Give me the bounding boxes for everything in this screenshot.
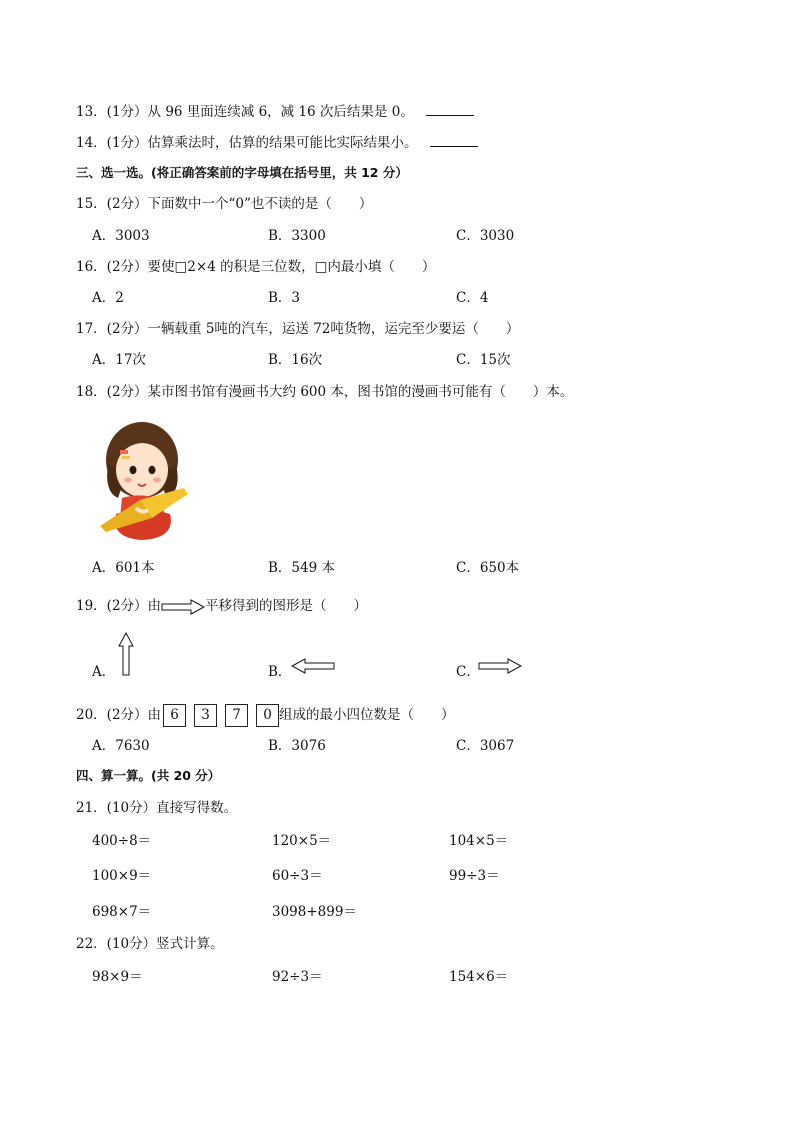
option-c[interactable]: C．3067 (456, 738, 515, 754)
question-13-text: 13．(1分）从 96 里面连续减 6，减 16 次后结果是 0。 (76, 104, 414, 120)
left-arrow-icon[interactable] (291, 658, 335, 674)
option-c[interactable]: C．4 (456, 290, 489, 306)
calc-expression: 98×9＝ (92, 969, 143, 985)
calc-expression: 92÷3＝ (272, 969, 323, 985)
question-18-text: 18．(2分）某市图书馆有漫画书大约 600 本，图书馆的漫画书可能有（ ）本。 (76, 384, 574, 400)
digit-card: 0 (256, 704, 279, 727)
calc-expression: 154×6＝ (449, 969, 509, 985)
digit-card: 3 (194, 704, 217, 727)
digit-card: 6 (163, 704, 186, 727)
right-arrow-icon (161, 599, 205, 615)
question-19 (76, 596, 367, 616)
calc-expression: 100×9＝ (92, 868, 152, 884)
section-4-title: 四、算一算。(共 20 分） (76, 768, 221, 783)
question-20-suffix: 组成的最小四位数是（ ） (279, 707, 455, 723)
option-c[interactable]: C．15次 (456, 352, 511, 368)
option-a[interactable]: A．17次 (92, 352, 146, 368)
option-b[interactable]: B．3300 (268, 228, 326, 244)
question-15-text: 15．(2分）下面数中一个“0”也不读的是（ ） (76, 196, 373, 212)
question-22-text: 22．(10分）竖式计算。 (76, 936, 224, 952)
answer-blank[interactable] (430, 132, 478, 147)
option-label: A． (92, 664, 116, 680)
question-19-prefix: 19．(2分）由 (76, 598, 162, 614)
option-label: C． (456, 664, 480, 680)
calc-expression: 120×5＝ (272, 833, 332, 849)
question-14-text: 14．(1分）估算乘法时，估算的结果可能比实际结果小。 (76, 135, 418, 151)
option-label: B． (268, 664, 292, 680)
girl-reading-illustration (96, 414, 196, 542)
option-c[interactable] (456, 662, 480, 682)
calc-expression: 60÷3＝ (272, 868, 323, 884)
option-a[interactable]: A．7630 (92, 738, 150, 754)
question-20-prefix: 20．(2分）由 (76, 707, 162, 723)
digit-card: 7 (225, 704, 248, 727)
option-b[interactable] (268, 662, 291, 682)
question-13 (76, 101, 474, 122)
question-20 (76, 704, 455, 727)
option-a[interactable]: A．2 (92, 290, 124, 306)
up-arrow-icon[interactable] (118, 632, 134, 676)
question-19-suffix: 平移得到的图形是（ ） (205, 598, 368, 614)
option-c[interactable]: C．3030 (456, 228, 515, 244)
option-b[interactable]: B．3 (268, 290, 301, 306)
calc-expression: 104×5＝ (449, 833, 509, 849)
right-arrow-icon[interactable] (478, 658, 522, 674)
section-3-title: 三、选一选。(将正确答案前的字母填在括号里，共 12 分） (76, 165, 408, 180)
calc-expression: 3098+899＝ (272, 904, 357, 920)
calc-expression: 698×7＝ (92, 904, 152, 920)
question-14 (76, 132, 478, 153)
calc-expression: 99÷3＝ (449, 868, 500, 884)
answer-blank[interactable] (426, 101, 474, 116)
option-a[interactable] (92, 662, 115, 682)
option-c[interactable]: C．650本 (456, 560, 520, 576)
question-16-text: 16．(2分）要使□2×4 的积是三位数，□内最小填（ ） (76, 259, 436, 275)
option-b[interactable]: B．3076 (268, 738, 326, 754)
option-a[interactable]: A．601本 (92, 560, 155, 576)
option-b[interactable]: B．549 本 (268, 560, 335, 576)
option-a[interactable]: A．3003 (92, 228, 150, 244)
question-21-text: 21．(10分）直接写得数。 (76, 800, 238, 816)
question-17-text: 17．(2分）一辆载重 5吨的汽车，运送 72吨货物，运完至少要运（ ） (76, 321, 520, 337)
option-b[interactable]: B．16次 (268, 352, 323, 368)
calc-expression: 400÷8＝ (92, 833, 152, 849)
